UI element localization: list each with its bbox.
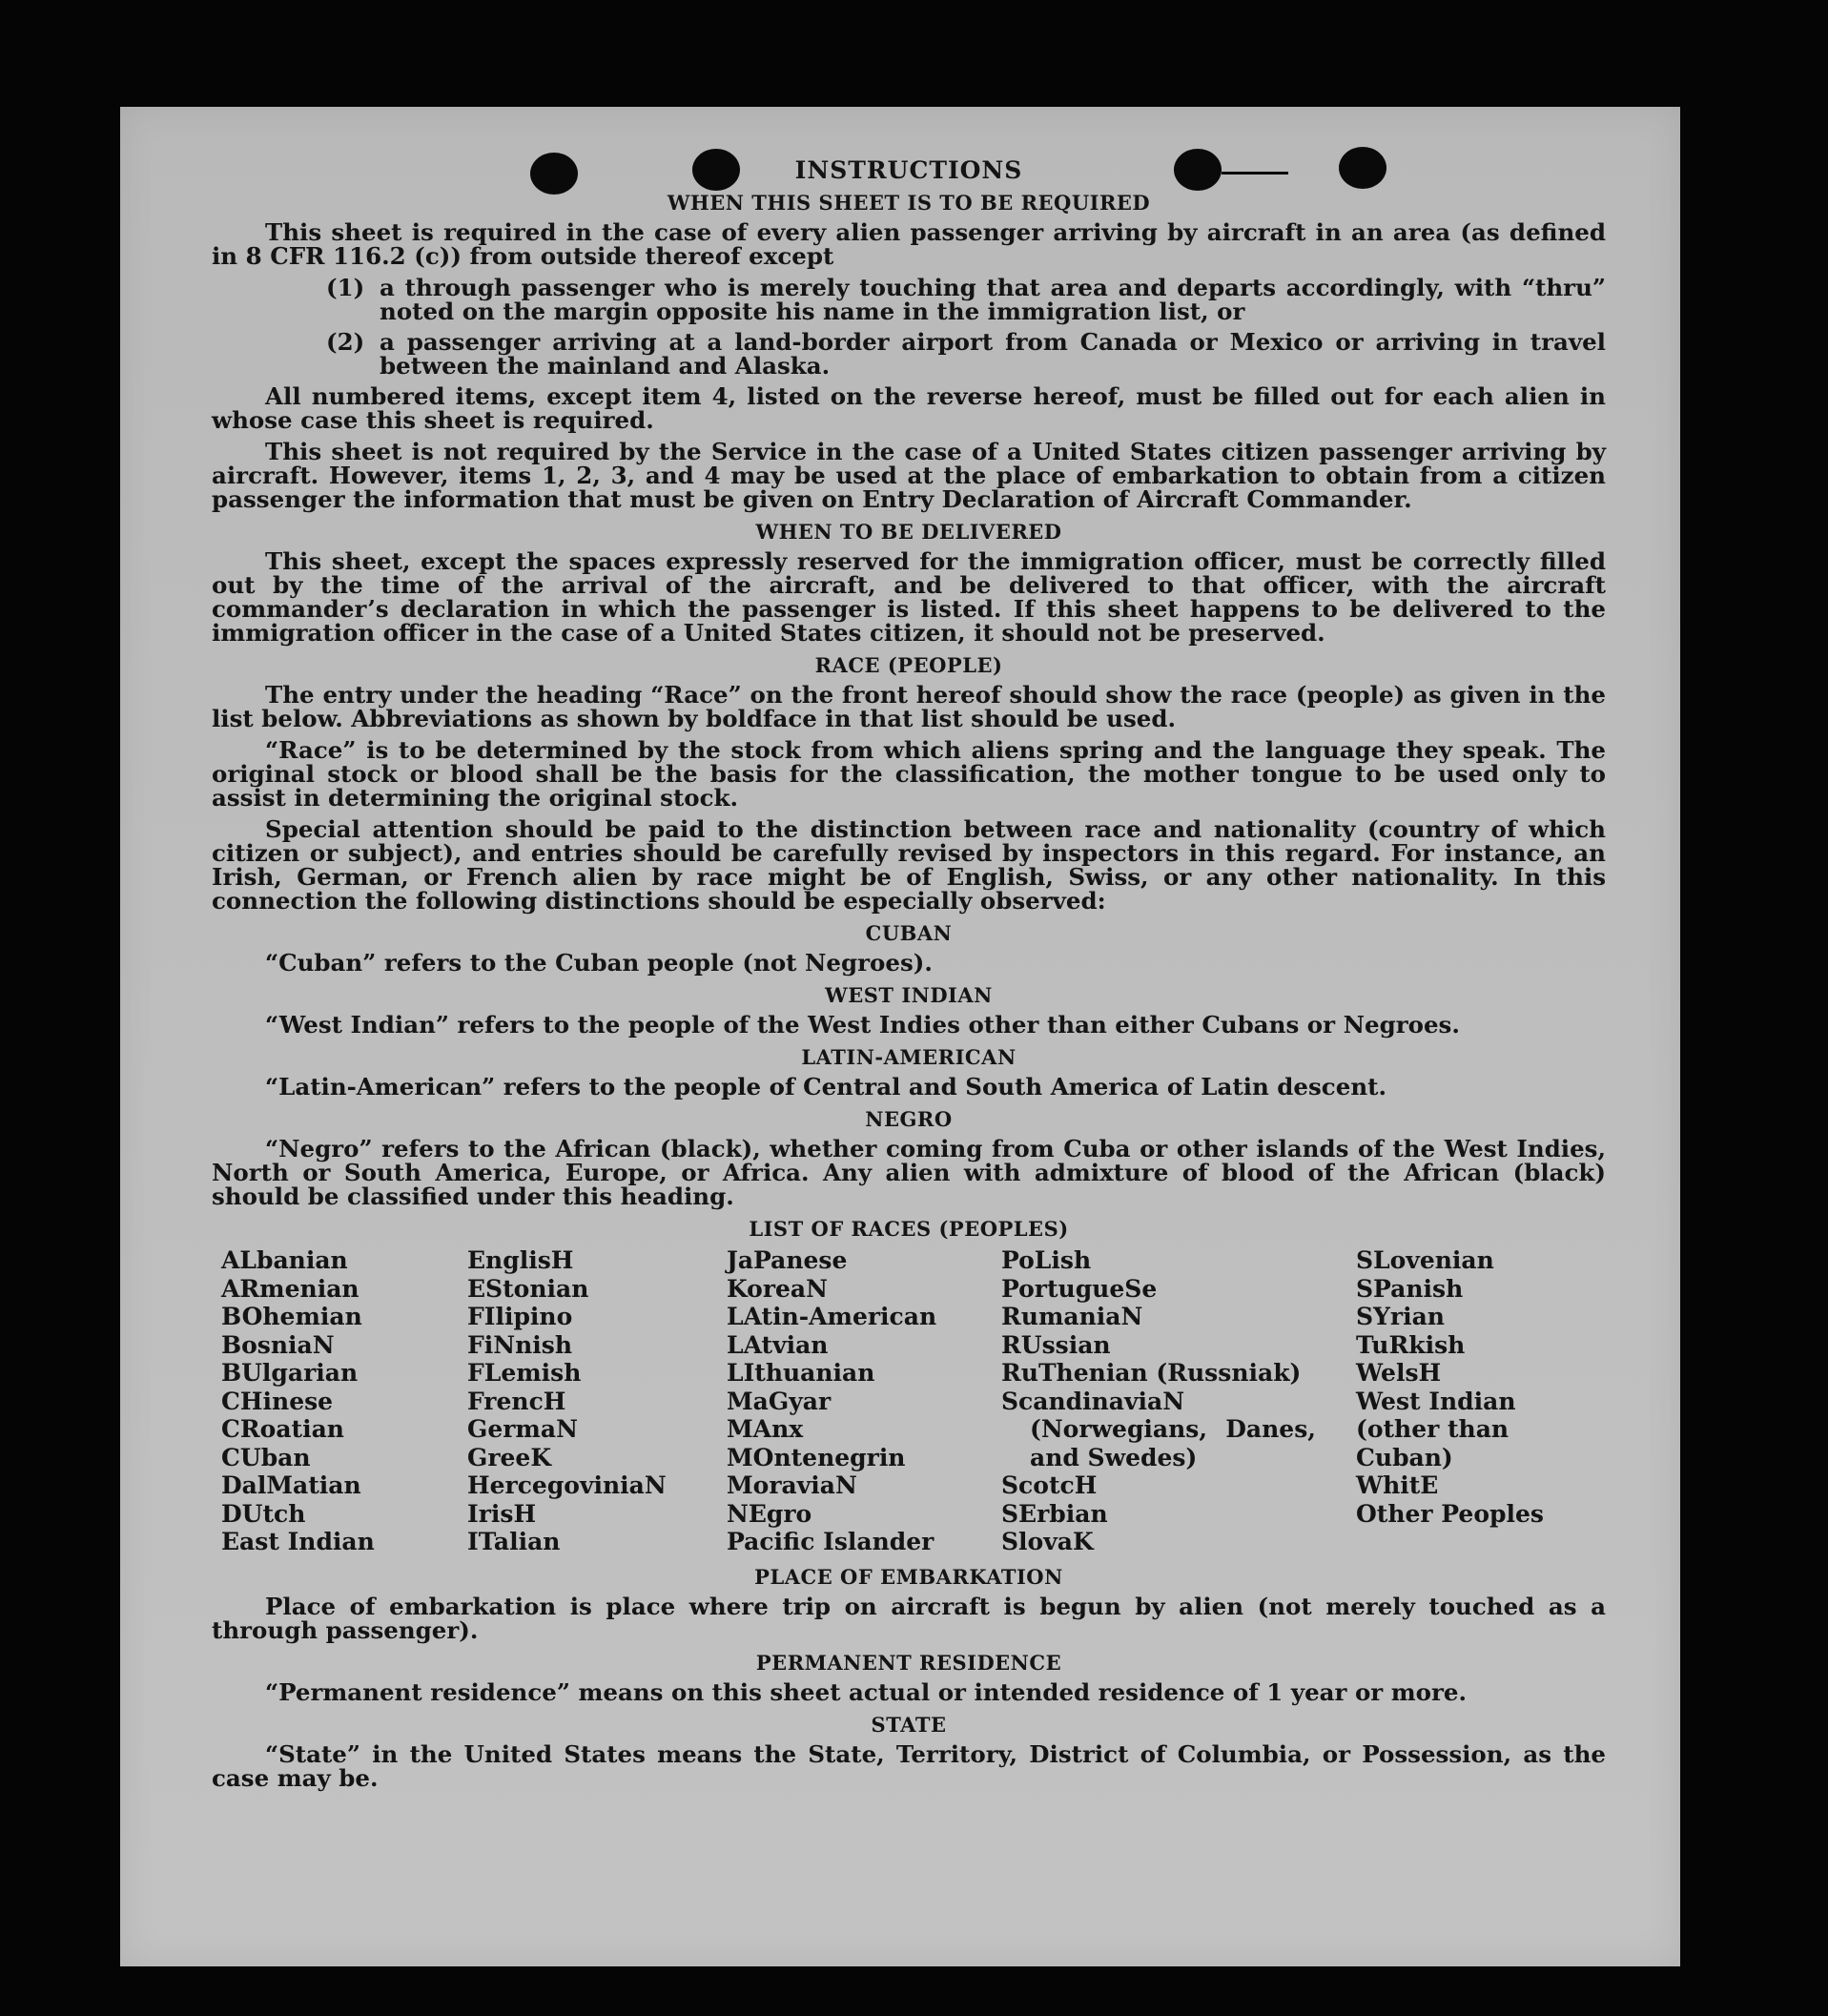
race-entry: HercegoviniaN <box>467 1471 667 1499</box>
instructions-text <box>212 158 1606 1798</box>
race-entry: RUssian <box>1001 1330 1111 1359</box>
race-entry: NEgro <box>727 1499 812 1528</box>
race-entry: CRoatian <box>221 1415 344 1443</box>
exception-item <box>212 330 1606 378</box>
race-paragraph-3: Special attention should be paid to the distinction between race and nationality (country of which citizen or subject), and entries should be carefully revised by inspectors in this regard. For instance, an Irish, German, or French alien by race might be of English, Swiss, or any other nationality. In this connection the following distinctions should be especially observed: <box>212 815 1606 915</box>
race-entry: TuRkish <box>1356 1330 1466 1359</box>
race-entry: ARmenian <box>221 1274 359 1303</box>
race-entry: IrisH <box>467 1499 537 1528</box>
section-heading-race: RACE (PEOPLE) <box>814 653 1003 677</box>
races-column <box>1001 1246 1356 1556</box>
section-heading-latin-american: LATIN-AMERICAN <box>801 1045 1017 1069</box>
section-heading-residence: PERMANENT RESIDENCE <box>755 1650 1062 1675</box>
race-entry: EStonian <box>467 1274 589 1303</box>
races-column <box>221 1246 467 1556</box>
races-list <box>221 1246 1606 1556</box>
race-entry: LAtin-American <box>727 1303 937 1330</box>
race-entry: FIlipino <box>467 1303 573 1330</box>
section-heading-required: WHEN THIS SHEET IS TO BE REQUIRED <box>667 191 1151 215</box>
race-entry: Other Peoples <box>1356 1499 1544 1528</box>
race-entry: PoLish <box>1001 1246 1092 1274</box>
exception-text: a passenger arriving at a land-border airport from Canada or Mexico or arriving in travel between the mainland and Alaska. <box>380 328 1606 380</box>
section-heading-list-of-races: LIST OF RACES (PEOPLES) <box>749 1217 1069 1241</box>
residence-paragraph: “Permanent residence” means on this sheet actual or intended residence of 1 year or more. <box>265 1677 1468 1706</box>
race-entry: FLemish <box>467 1359 582 1387</box>
section-heading-west-indian: WEST INDIAN <box>825 983 993 1007</box>
race-paragraph-2: “Race” is to be determined by the stock from which aliens spring and the language they speak. The original stock or blood shall be the basis for the classification, the mother tongue to be used only to assist in determining the original stock. <box>212 736 1606 812</box>
race-entry: BosniaN <box>221 1330 335 1359</box>
section-heading-embarkation: PLACE OF EMBARKATION <box>754 1564 1063 1589</box>
race-entry: RuThenian (Russniak) <box>1001 1359 1302 1387</box>
citizen-paragraph: This sheet is not required by the Service in the case of a United States citizen passenger arriving by aircraft. However, items 1, 2, 3, and 4 may be used at the place of embarkation to obtain from a citizen passenger the information that must be given on Entry Declaration of Aircraft Commander. <box>212 438 1606 513</box>
negro-paragraph: “Negro” refers to the African (black), whether coming from Cuba or other islands of the West Indies, North or South America, Europe, or Africa. Any alien with admixture of blood of the African (black) should be classified under this heading. <box>212 1135 1606 1210</box>
race-entry: MoraviaN <box>727 1471 857 1499</box>
race-entry: GermaN <box>467 1415 578 1443</box>
race-entry: MAnx <box>727 1415 804 1443</box>
race-entry: EnglisH <box>467 1246 574 1274</box>
page-title: INSTRUCTIONS <box>794 156 1023 184</box>
section-heading-delivered: WHEN TO BE DELIVERED <box>755 520 1062 544</box>
race-entry: DalMatian <box>221 1471 361 1499</box>
state-paragraph: “State” in the United States means the State, Territory, District of Columbia, or Possession, as the case may be. <box>212 1739 1606 1792</box>
race-entry: RumaniaN <box>1001 1303 1143 1330</box>
race-entry: ITalian <box>467 1528 561 1555</box>
section-heading-state: STATE <box>871 1712 947 1737</box>
latin-american-paragraph: “Latin-American” refers to the people of Central and South America of Latin descent. <box>265 1073 1386 1101</box>
race-entry: KoreaN <box>727 1274 828 1303</box>
race-entry: PortugueSe <box>1001 1274 1158 1303</box>
race-entry: ScandinaviaN (Norwegians, Danes, and Swedes) <box>1001 1387 1316 1471</box>
race-entry: SPanish <box>1356 1274 1464 1303</box>
race-entry: JaPanese <box>727 1246 848 1274</box>
race-entry: SlovaK <box>1001 1528 1094 1555</box>
west-indian-paragraph: “West Indian” refers to the people of the West Indies other than either Cubans or Negroes. <box>265 1011 1460 1039</box>
race-entry: Pacific Islander <box>727 1528 935 1555</box>
document-page <box>120 107 1680 1966</box>
race-entry: ALbanian <box>221 1246 348 1274</box>
exception-text: a through passenger who is merely touching that area and departs accordingly, with “thru” noted on the margin opposite his name in the immigration list, or <box>380 274 1606 325</box>
race-entry: SYrian <box>1356 1303 1445 1330</box>
race-entry: BUlgarian <box>221 1359 359 1387</box>
race-entry: SLovenian <box>1356 1246 1494 1274</box>
race-entry: FiNnish <box>467 1330 573 1359</box>
races-column <box>1356 1246 1615 1556</box>
race-entry: MOntenegrin <box>727 1443 906 1471</box>
required-intro: This sheet is required in the case of every alien passenger arriving by aircraft in an area (as defined in 8 CFR 116.2 (c)) from outside thereof except <box>212 218 1606 270</box>
race-entry: BOhemian <box>221 1303 362 1330</box>
race-paragraph-1: The entry under the heading “Race” on the front hereof should show the race (people) as given in the list below. Abbreviations as shown by boldface in that list should be used. <box>212 681 1606 732</box>
race-entry: CHinese <box>221 1387 334 1415</box>
delivered-paragraph: This sheet, except the spaces expressly reserved for the immigration officer, must be correctly filled out by the time of the arrival of the aircraft, and be delivered to that officer, with the aircraft commander’s declaration in which the passenger is listed. If this sheet happens to be delivered to the immigration officer in the case of a United States citizen, it should not be preserved. <box>212 547 1606 647</box>
race-entry: West Indian (other than Cuban) <box>1356 1387 1516 1471</box>
exception-number: (2) <box>326 328 365 356</box>
race-entry: ScotcH <box>1001 1471 1098 1499</box>
exception-item <box>212 276 1606 323</box>
section-heading-cuban: CUBAN <box>865 921 953 945</box>
race-entry: East Indian <box>221 1528 375 1555</box>
numbered-items-paragraph: All numbered items, except item 4, listed on the reverse hereof, must be filled out for each alien in whose case this sheet is required. <box>212 382 1606 434</box>
race-entry: CUban <box>221 1443 311 1471</box>
race-entry: DUtch <box>221 1499 306 1528</box>
exception-number: (1) <box>326 274 365 301</box>
race-entry: GreeK <box>467 1443 552 1471</box>
race-entry: LIthuanian <box>727 1359 875 1387</box>
race-entry: WhitE <box>1356 1471 1439 1499</box>
race-entry: SErbian <box>1001 1499 1108 1528</box>
race-entry: WelsH <box>1356 1359 1442 1387</box>
cuban-paragraph: “Cuban” refers to the Cuban people (not Negroes). <box>265 949 933 977</box>
embarkation-paragraph: Place of embarkation is place where trip on aircraft is begun by alien (not merely touched as a through passenger). <box>212 1592 1606 1644</box>
races-column <box>467 1246 727 1556</box>
race-entry: MaGyar <box>727 1387 832 1415</box>
race-entry: FrencH <box>467 1387 566 1415</box>
race-entry: LAtvian <box>727 1330 829 1359</box>
section-heading-negro: NEGRO <box>865 1107 953 1131</box>
races-column <box>727 1246 1001 1556</box>
